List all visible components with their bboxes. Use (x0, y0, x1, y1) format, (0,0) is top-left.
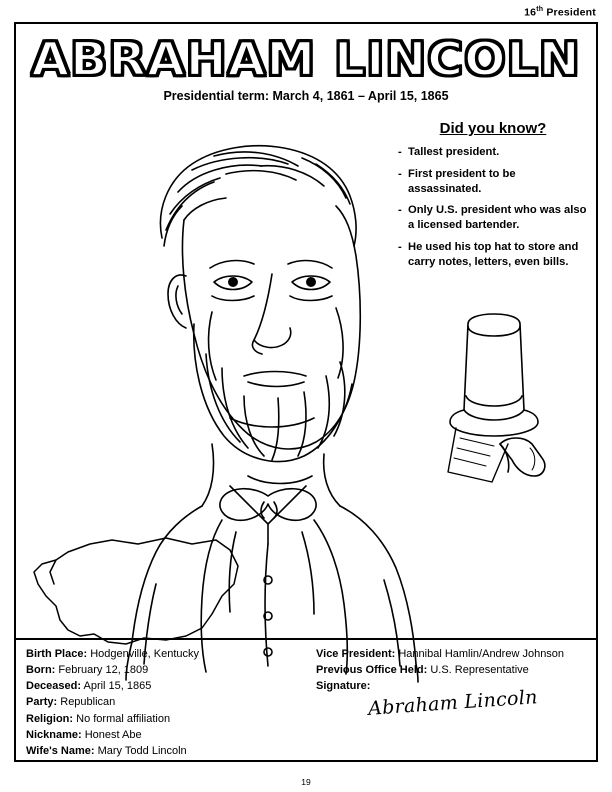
fact-value: Hodgenville, Kentucky (90, 648, 200, 660)
fact-label: Nickname: (26, 728, 82, 741)
fact-value: Honest Abe (84, 728, 142, 741)
fact-birth-place (26, 646, 311, 662)
fact-wifes-name (26, 743, 311, 759)
facts-column-left (26, 646, 311, 759)
page-title: ABRAHAM LINCOLN (31, 32, 581, 86)
president-ordinal: 16 (524, 6, 537, 19)
page-header (524, 6, 596, 19)
fact-value: Mary Todd Lincoln (97, 744, 187, 757)
fact-value: Republican (60, 696, 116, 709)
fact-value: Hannibal Hamlin/Andrew Johnson (398, 648, 565, 660)
president-ordinal-suffix: th (536, 6, 544, 13)
list-item: - He used his top hat to store and carry notes, letters, even bills. (398, 240, 588, 270)
fact-label: Deceased: (26, 680, 82, 693)
lincoln-portrait (126, 146, 418, 682)
title-block (16, 32, 596, 103)
fact-value: February 12, 1809 (58, 664, 149, 677)
presidential-term: Presidential term: March 4, 1861 – April 15, 1865 (163, 89, 449, 103)
signature-image: Abraham Lincoln (367, 686, 539, 720)
fact-label: Vice President: (316, 648, 396, 660)
did-you-know-list (398, 145, 588, 269)
list-item: - First president to be assassinated. (398, 167, 588, 197)
fact-label: Signature: (316, 680, 371, 693)
list-item: - Tallest president. (398, 145, 588, 160)
list-item: - Only U.S. president who was also a licensed bartender. (398, 203, 588, 233)
fact-previous-office-held (316, 662, 591, 678)
fact-nickname (26, 727, 311, 743)
fact-label: Party: (26, 696, 58, 709)
fact-label: Wife's Name: (26, 744, 95, 757)
fact-born (26, 662, 311, 678)
kentucky-state-outline (34, 538, 238, 644)
did-you-know-heading: Did you know? (439, 120, 547, 137)
fact-value: April 15, 1865 (83, 680, 152, 693)
fact-label: Birth Place: (26, 648, 88, 660)
fact-value: U.S. Representative (430, 664, 529, 677)
top-hat-illustration (448, 314, 545, 482)
fact-deceased (26, 678, 311, 694)
coloring-page-sheet (14, 22, 598, 762)
did-you-know-box (398, 120, 588, 276)
president-label: President (543, 6, 596, 19)
fact-religion (26, 711, 311, 727)
fact-party (26, 694, 311, 710)
fact-label: Religion: (26, 712, 74, 725)
fact-label: Previous Office Held: (316, 664, 428, 677)
fact-value: No formal affiliation (76, 712, 171, 725)
facts-column-right (316, 646, 591, 694)
facts-panel (16, 638, 596, 760)
fact-label: Born: (26, 664, 56, 677)
page-number: 19 (301, 777, 311, 787)
fact-vice-president (316, 646, 591, 662)
